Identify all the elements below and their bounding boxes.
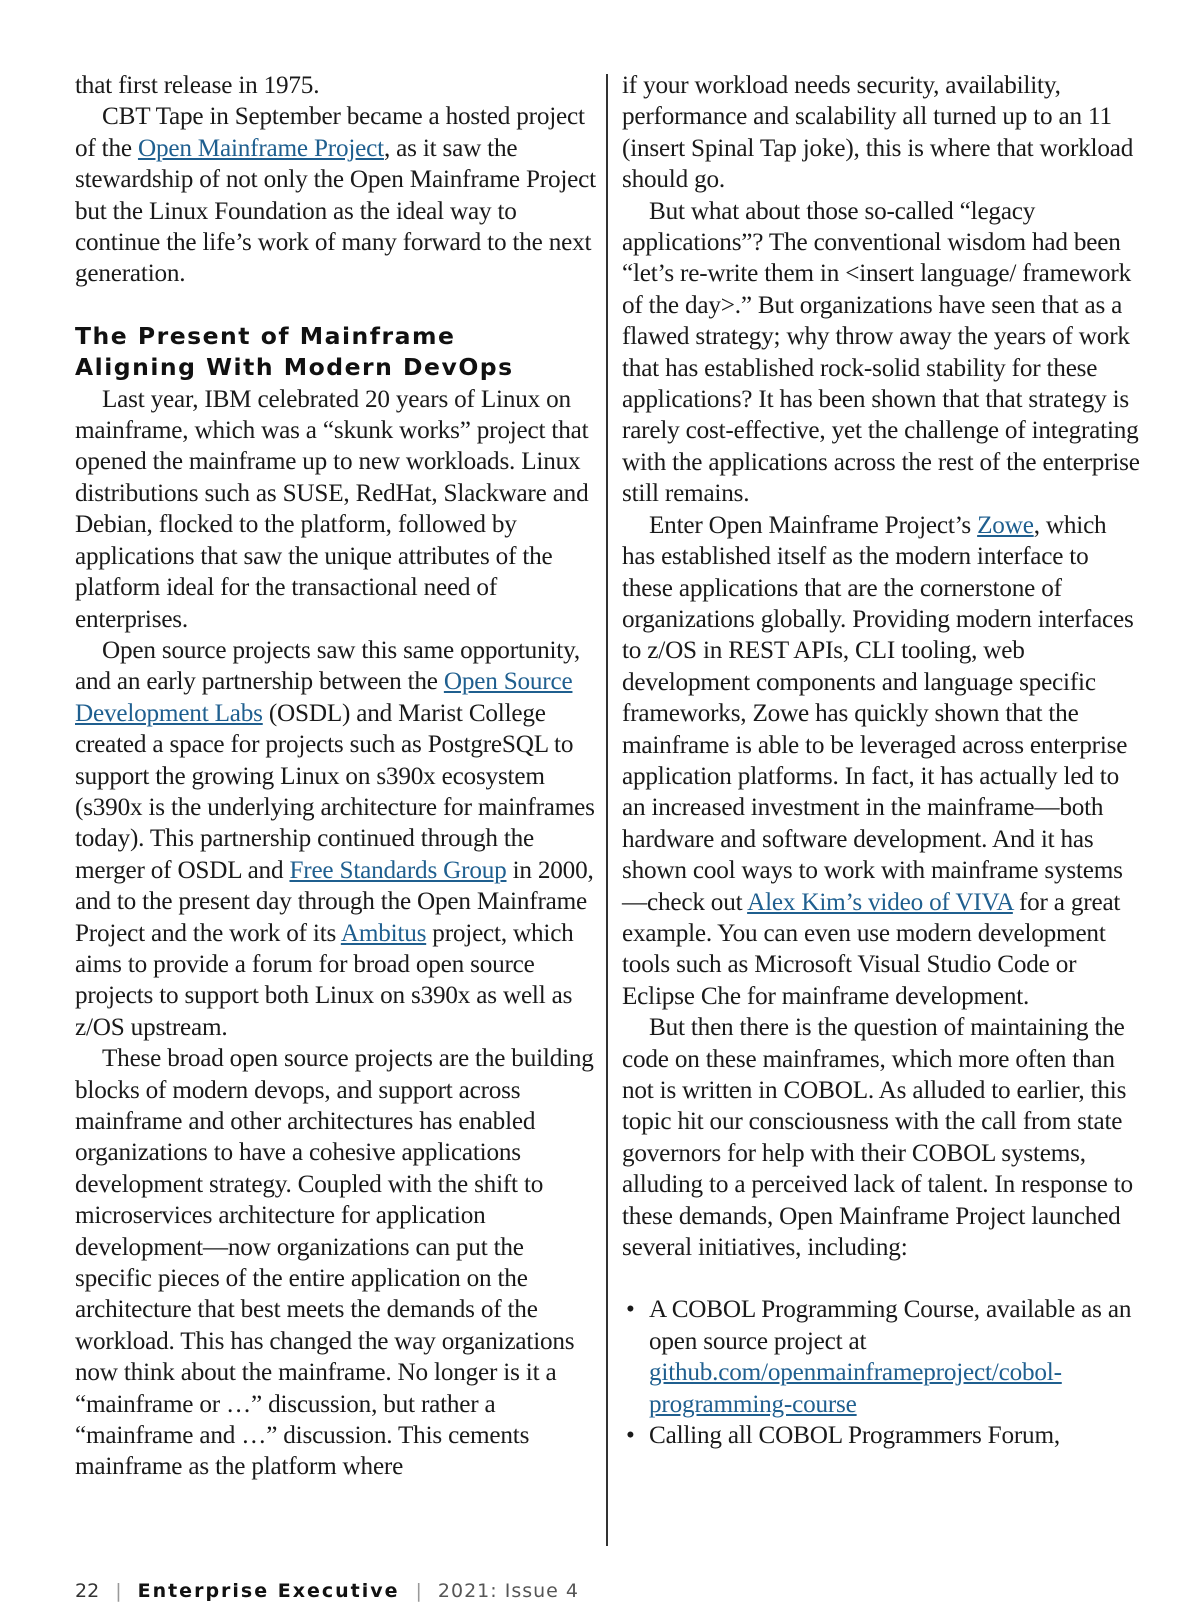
- text: Calling all COBOL Programmers Forum,: [649, 1422, 1060, 1450]
- paragraph: [75, 101, 597, 289]
- text: CBT Tape in September became a hosted project of the: [75, 103, 585, 162]
- text: project, which aims to provide a forum for broad open source projects to support both Linux on s390x as well as z/OS upstream.: [75, 919, 574, 1041]
- magazine-title: Enterprise Executive: [137, 1580, 400, 1602]
- list-item: [622, 1420, 1142, 1451]
- paragraph: that first release in 1975.: [75, 72, 320, 99]
- text: in 2000, and to the present day through the Open Mainframe Project and the work of its: [75, 856, 594, 947]
- paragraph: if your workload needs security, availability, performance and scalability all turned up to an 11 (insert Spinal Tap joke), this is where that workload should go.: [622, 72, 1134, 194]
- paragraph: [622, 510, 1142, 1013]
- text: for a great example. You can even use modern development tools such as Microsoft Visual Studio Code or Eclipse Che for mainframe development.: [622, 888, 1121, 1010]
- text: (OSDL) and Marist College created a space for projects such as PostgreSQL to support the growing Linux on s390x ecosystem (s390x is the underlying architecture for mainframes today). This partnership continued through the merger of OSDL and: [75, 699, 595, 884]
- link-viva-video[interactable]: Alex Kim’s video of VIVA: [747, 888, 1013, 916]
- heading-line: Aligning With Modern DevOps: [75, 353, 514, 382]
- text: Enter Open Mainframe Project’s: [649, 511, 978, 539]
- text: Open source projects saw this same opportunity, and an early partnership between the: [75, 636, 580, 696]
- text: , as it saw the stewardship of not only the Open Mainframe Project but the Linux Foundation as the ideal way to continue the life’s work of many forward to the next generation.: [75, 134, 596, 288]
- link-free-standards-group[interactable]: Free Standards Group: [289, 856, 507, 884]
- paragraph: These broad open source projects are the building blocks of modern devops, and support across mainframe and other architectures has enabled organizations to have a cohesive applications development strategy. Coupled with the shift to microservices architecture for application development—now organizations can put the specific pieces of the entire application on the architecture that best meets the demands of the workload. This has changed the way organizations now think about the mainframe. No longer is it a “mainframe or …” discussion, but rather a “mainframe and …” discussion. This cements mainframe as the platform where: [75, 1045, 594, 1481]
- separator: |: [415, 1580, 422, 1602]
- paragraph: Last year, IBM celebrated 20 years of Linux on mainframe, which was a “skunk works” project that opened the mainframe up to new workloads. Linux distributions such as SUSE, RedHat, Slackware and Debian, flocked to the platform, followed by applications that saw the unique attributes of the platform ideal for the transactional need of enterprises.: [75, 385, 589, 633]
- bullet-icon: •: [626, 1422, 635, 1450]
- link-zowe[interactable]: Zowe: [977, 511, 1034, 539]
- page-number: 22: [75, 1580, 100, 1602]
- left-column: [75, 70, 597, 1483]
- section-heading: [75, 321, 597, 384]
- column-divider: [606, 74, 608, 1546]
- paragraph: But then there is the question of maintaining the code on these mainframes, which more often than not is written in COBOL. As alluded to earlier, this topic hit our consciousness with the call from state governors for help with their COBOL systems, alluding to a perceived lack of talent. In response to these demands, Open Mainframe Project launched several initiatives, including:: [622, 1014, 1133, 1262]
- link-cobol-course[interactable]: github.com/openmainframeproject/cobol-programming-course: [649, 1359, 1062, 1418]
- spacer: [75, 290, 597, 321]
- spacer: [622, 1263, 1142, 1294]
- bullet-list: [622, 1294, 1142, 1451]
- heading-line: The Present of Mainframe: [75, 321, 456, 350]
- link-open-mainframe-project[interactable]: Open Mainframe Project: [137, 134, 384, 162]
- separator: |: [115, 1580, 122, 1602]
- list-item: [622, 1294, 1142, 1420]
- text: , which has established itself as the modern interface to these applications that are the cornerstone of organizations globally. Providing modern interfaces to z/OS in REST APIs, CLI tooling, web development components and language specific frameworks, Zowe has quickly shown that the mainframe is able to be leveraged across enterprise application platforms. In fact, it has actually led to an increased investment in the mainframe—both hardware and software development. And it has shown cool ways to work with mainframe systems—check out: [622, 511, 1134, 916]
- text: A COBOL Programming Course, available as an open source project at: [649, 1296, 1132, 1355]
- link-osdl[interactable]: Open Source Development Labs: [75, 668, 573, 727]
- right-column: [622, 70, 1142, 1451]
- link-ambitus[interactable]: Ambitus: [340, 919, 427, 947]
- paragraph: But what about those so-called “legacy applications”? The conventional wisdom had been “let’s re-write them in <insert language/ framework of the day>.” But organizations have seen that as a flawed strategy; why throw away the years of work that has established rock-solid stability for these applications? It has been shown that that strategy is rarely cost-effective, yet the challenge of integrating with the applications across the rest of the enterprise still remains.: [622, 197, 1140, 508]
- issue-label: 2021: Issue 4: [437, 1580, 579, 1602]
- paragraph: [75, 635, 597, 1043]
- page-footer: [75, 1580, 579, 1602]
- bullet-icon: •: [626, 1296, 635, 1324]
